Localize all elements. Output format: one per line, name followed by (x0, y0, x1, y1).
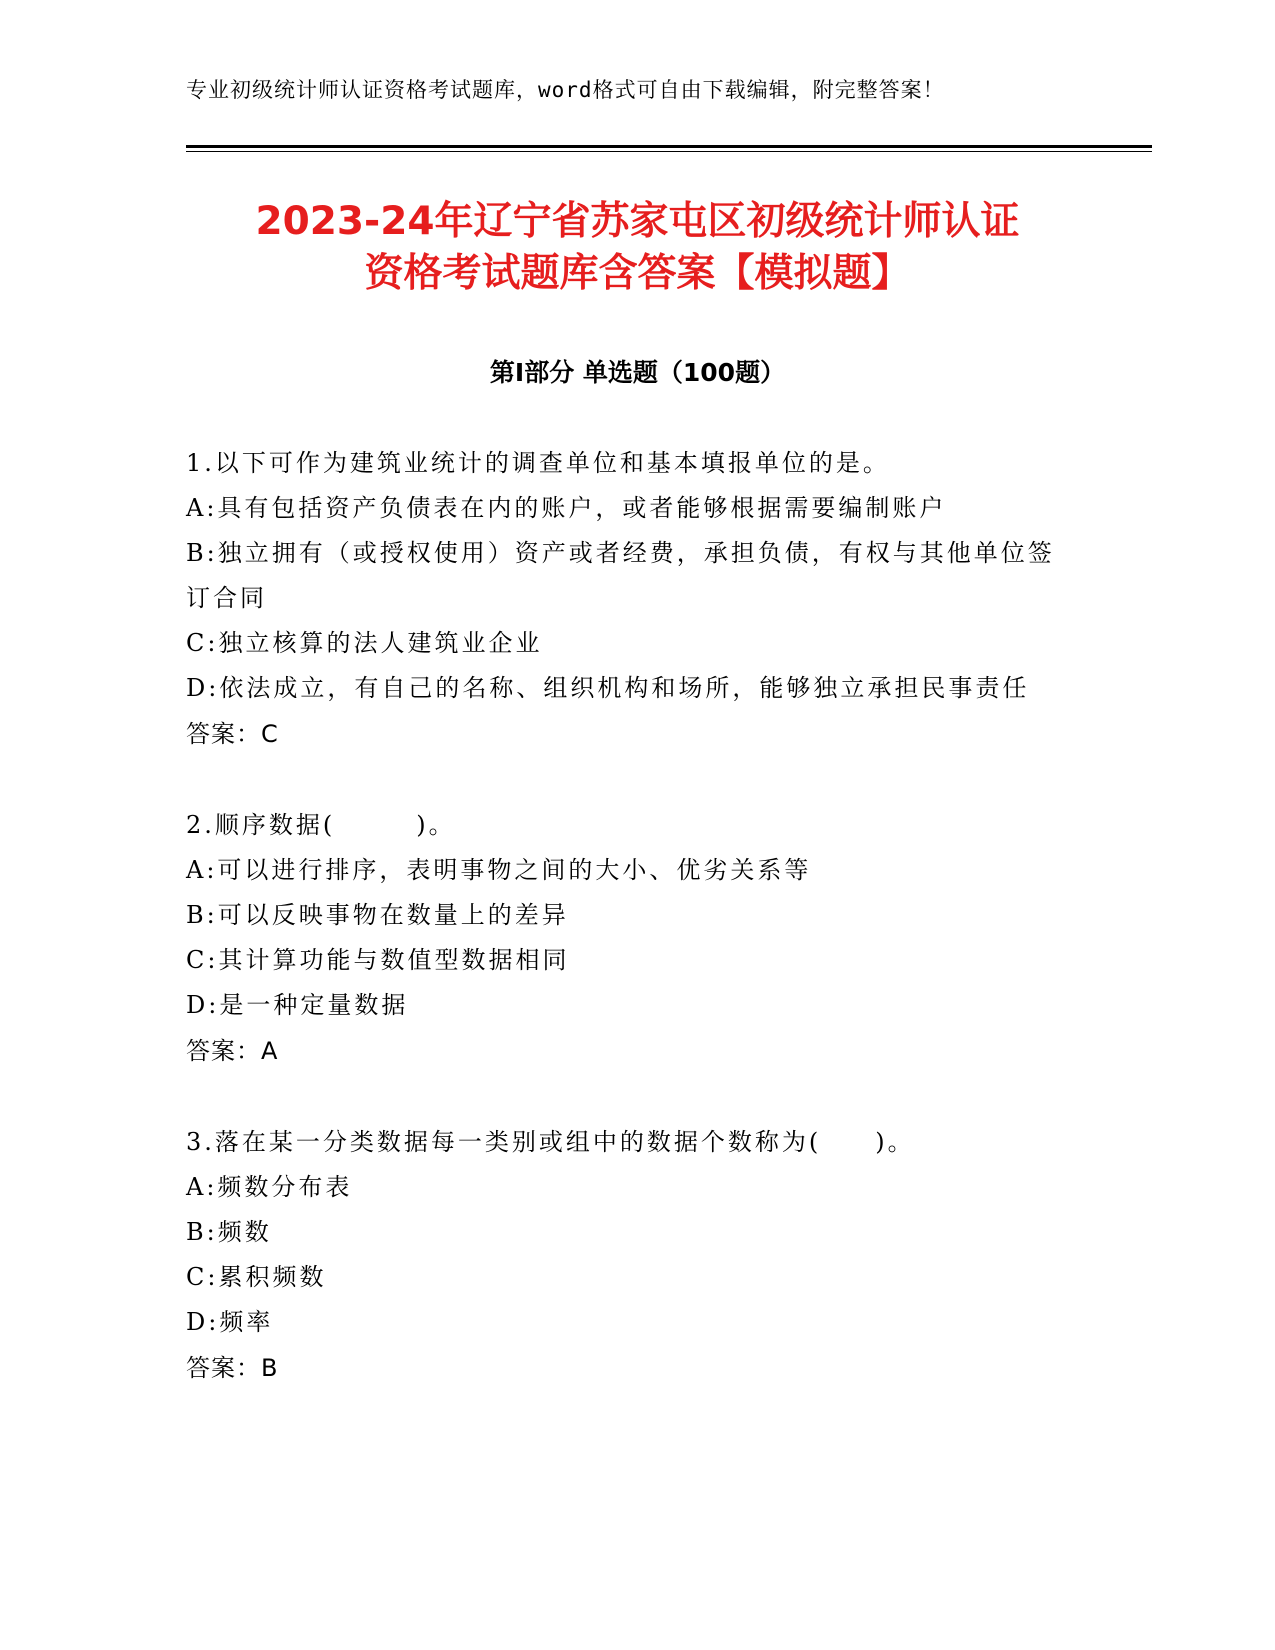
header-note: 专业初级统计师认证资格考试题库，word格式可自由下载编辑，附完整答案！ (186, 78, 945, 102)
option-a: A:可以进行排序，表明事物之间的大小、优劣关系等 (186, 856, 812, 884)
option-a: A:具有包括资产负债表在内的账户，或者能够根据需要编制账户 (186, 494, 947, 522)
document-title-line-1: 2023-24年辽宁省苏家屯区初级统计师认证 (255, 199, 1020, 244)
option-c: C:独立核算的法人建筑业企业 (186, 629, 543, 657)
question-3 (186, 1120, 1076, 1391)
option-d: D:依法成立，有自己的名称、组织机构和场所，能够独立承担民事责任 (186, 674, 1030, 702)
option-d: D:是一种定量数据 (186, 991, 409, 1019)
question-stem: 2.顺序数据( )。 (186, 811, 456, 839)
answer: 答案：C (186, 720, 279, 748)
section-heading: 第Ⅰ部分 单选题（100题） (489, 358, 786, 387)
option-c: C:累积频数 (186, 1263, 327, 1291)
option-d: D:频率 (186, 1308, 274, 1336)
question-2 (186, 803, 1076, 1074)
document-title-line-2: 资格考试题库含答案【模拟题】 (364, 251, 911, 296)
question-stem: 1.以下可作为建筑业统计的调查单位和基本填报单位的是。 (186, 449, 890, 477)
header-rule-thick (186, 145, 1152, 148)
question-list (186, 441, 1076, 1437)
answer: 答案：B (186, 1354, 279, 1382)
question-stem: 3.落在某一分类数据每一类别或组中的数据个数称为( )。 (186, 1128, 915, 1156)
option-b: B:频数 (186, 1218, 272, 1246)
option-c: C:其计算功能与数值型数据相同 (186, 946, 570, 974)
option-b: B:独立拥有（或授权使用）资产或者经费，承担负债，有权与其他单位签订合同 (186, 539, 1055, 612)
document-title (150, 196, 1125, 300)
question-1 (186, 441, 1076, 757)
option-a: A:频数分布表 (186, 1173, 353, 1201)
option-b: B:可以反映事物在数量上的差异 (186, 901, 569, 929)
header-rule-thin (186, 151, 1152, 152)
answer: 答案：A (186, 1037, 279, 1065)
